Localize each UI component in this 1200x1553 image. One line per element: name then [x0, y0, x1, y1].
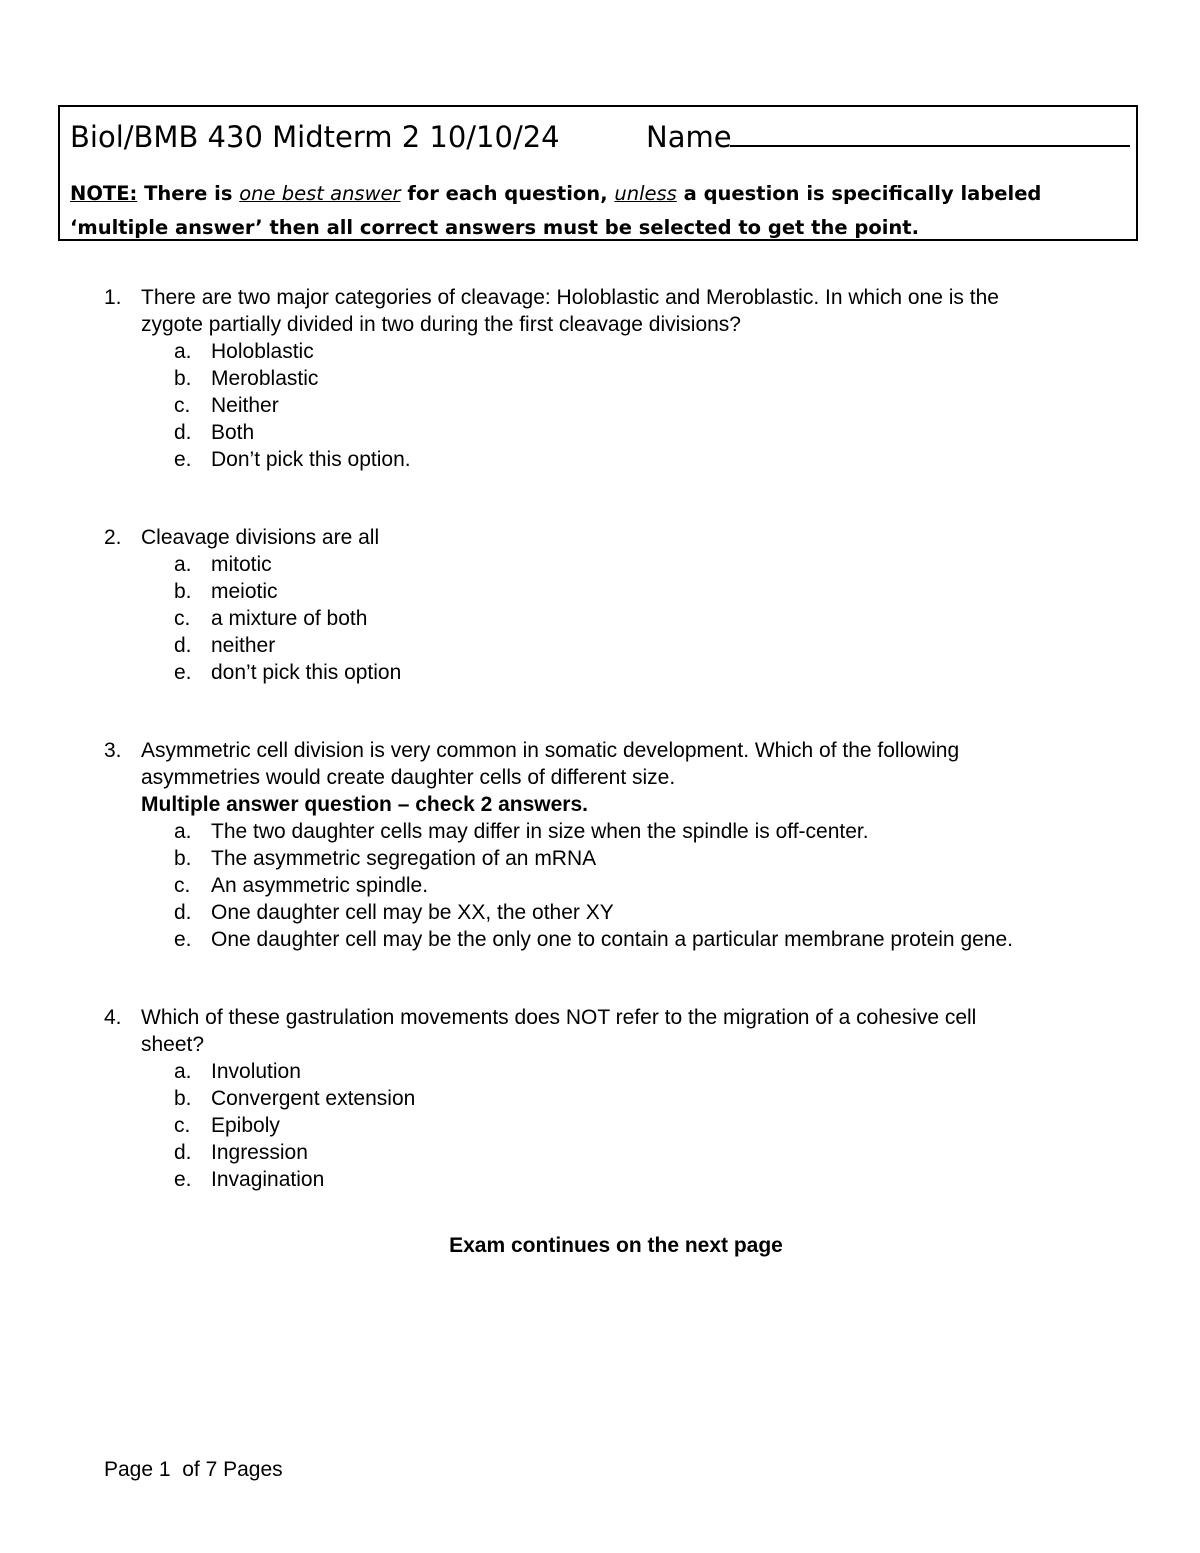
option-d[interactable] — [104, 1139, 1124, 1166]
option-letter: c. — [174, 1114, 191, 1137]
option-text: a mixture of both — [211, 607, 368, 630]
option-letter: d. — [174, 901, 192, 924]
question-text-continued: sheet? — [141, 1033, 205, 1056]
option-b[interactable] — [104, 578, 1124, 605]
option-d[interactable] — [104, 419, 1124, 446]
option-text: neither — [211, 634, 276, 657]
option-b[interactable] — [104, 1085, 1124, 1112]
multiple-answer-instruction: Multiple answer question – check 2 answers. — [141, 793, 588, 816]
exam-header-box — [58, 105, 1138, 241]
option-letter: e. — [174, 928, 192, 951]
note-text-2: for each question, — [400, 182, 615, 205]
note-line-2: ‘multiple answer’ then all correct answers must be selected to get the point. — [70, 216, 920, 239]
name-field-line[interactable] — [730, 145, 1130, 147]
note-label: NOTE: — [70, 182, 138, 205]
option-letter: c. — [174, 874, 191, 897]
option-a[interactable] — [104, 551, 1124, 578]
option-text: The two daughter cells may differ in size when the spindle is off-center. — [211, 820, 869, 843]
name-label: Name — [646, 120, 732, 154]
option-letter: b. — [174, 367, 192, 390]
exam-title-line — [70, 115, 1130, 159]
option-text: Meroblastic — [211, 367, 319, 390]
option-letter: e. — [174, 448, 192, 471]
option-d[interactable] — [104, 632, 1124, 659]
option-b[interactable] — [104, 845, 1124, 872]
exam-note — [70, 177, 1140, 245]
question-text: Which of these gastrulation movements does NOT refer to the migration of a cohesive cell — [141, 1006, 977, 1029]
note-text-1: There is — [137, 182, 240, 205]
question-number: 3. — [104, 739, 122, 762]
option-letter: a. — [174, 553, 192, 576]
option-b[interactable] — [104, 365, 1124, 392]
question-1 — [104, 284, 1124, 473]
option-text: One daughter cell may be XX, the other XY — [211, 901, 614, 924]
option-text: meiotic — [211, 580, 278, 603]
question-2 — [104, 524, 1124, 686]
exam-continues-notice: Exam continues on the next page — [449, 1234, 783, 1257]
question-number: 1. — [104, 286, 122, 309]
option-text: Involution — [211, 1060, 301, 1083]
option-letter: a. — [174, 340, 192, 363]
question-4 — [104, 1004, 1124, 1193]
option-a[interactable] — [104, 1058, 1124, 1085]
option-letter: e. — [174, 661, 192, 684]
page-footer: Page 1 of 7 Pages — [104, 1458, 283, 1481]
option-letter: c. — [174, 394, 191, 417]
option-text: Holoblastic — [211, 340, 314, 363]
option-e[interactable] — [104, 659, 1124, 686]
option-e[interactable] — [104, 446, 1124, 473]
option-text: Ingression — [211, 1141, 308, 1164]
option-letter: d. — [174, 1141, 192, 1164]
option-text: mitotic — [211, 553, 272, 576]
option-letter: e. — [174, 1168, 192, 1191]
note-line-1 — [70, 177, 1140, 211]
option-letter: c. — [174, 607, 191, 630]
option-e[interactable] — [104, 926, 1124, 953]
option-a[interactable] — [104, 818, 1124, 845]
option-letter: d. — [174, 634, 192, 657]
question-number: 4. — [104, 1006, 122, 1029]
option-text: Both — [211, 421, 255, 444]
option-c[interactable] — [104, 392, 1124, 419]
option-text: don’t pick this option — [211, 661, 402, 684]
question-text: Asymmetric cell division is very common in somatic development. Which of the following — [141, 739, 960, 762]
exam-title: Biol/BMB 430 Midterm 2 10/10/24 — [70, 120, 560, 154]
option-letter: a. — [174, 1060, 192, 1083]
question-3 — [104, 737, 1124, 953]
option-letter: a. — [174, 820, 192, 843]
option-letter: d. — [174, 421, 192, 444]
option-text: Convergent extension — [211, 1087, 416, 1110]
option-letter: b. — [174, 580, 192, 603]
question-text: Cleavage divisions are all — [141, 526, 380, 549]
option-text: An asymmetric spindle. — [211, 874, 429, 897]
option-letter: b. — [174, 847, 192, 870]
option-a[interactable] — [104, 338, 1124, 365]
option-text: Don’t pick this option. — [211, 448, 411, 471]
question-text-continued: zygote partially divided in two during the first cleavage divisions? — [141, 313, 741, 336]
option-text: One daughter cell may be the only one to contain a particular membrane protein gene. — [211, 928, 1013, 951]
question-text-continued: asymmetries would create daughter cells of different size. — [141, 766, 676, 789]
question-text: There are two major categories of cleavage: Holoblastic and Meroblastic. In which one is the — [141, 286, 999, 309]
option-text: The asymmetric segregation of an mRNA — [211, 847, 597, 870]
option-text: Epiboly — [211, 1114, 280, 1137]
option-letter: b. — [174, 1087, 192, 1110]
option-c[interactable] — [104, 1112, 1124, 1139]
note-emphasis-one-best-answer: one best answer — [239, 182, 401, 205]
option-text: Neither — [211, 394, 279, 417]
note-emphasis-unless: unless — [614, 182, 677, 205]
option-text: Invagination — [211, 1168, 325, 1191]
option-c[interactable] — [104, 872, 1124, 899]
option-c[interactable] — [104, 605, 1124, 632]
option-e[interactable] — [104, 1166, 1124, 1193]
note-text-3: a question is specifically labeled — [676, 182, 1042, 205]
question-number: 2. — [104, 526, 122, 549]
option-d[interactable] — [104, 899, 1124, 926]
